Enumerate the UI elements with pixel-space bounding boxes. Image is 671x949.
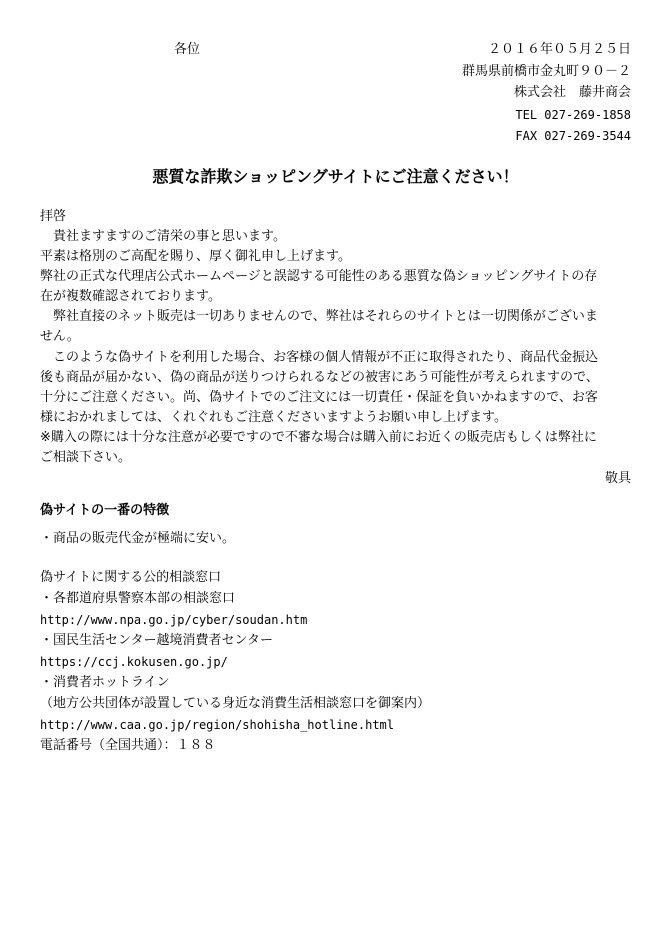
- body-line: せん。: [40, 329, 80, 344]
- police-label: ・各都道府県警察本部の相談窓口: [40, 591, 236, 606]
- page-title: 悪質な詐欺ショッピングサイトにご注意ください！: [152, 167, 519, 186]
- body-line: 貴社ますますのご清栄の事と思います。: [40, 229, 286, 244]
- body-line: 弊社の正式な代理店公式ホームページと誤認する可能性のある悪質な偽ショッピングサイトの存: [40, 269, 598, 284]
- sender-company: 株式会社 藤井商会: [513, 85, 631, 100]
- police-url: http://www.npa.go.jp/cyber/soudan.htm: [40, 613, 308, 627]
- body-line: 様におかれましては、くれぐれもご注意くださいますようお願い申し上げます。: [40, 410, 507, 425]
- phone-number: 電話番号（全国共通）：１８８: [40, 738, 216, 753]
- body-line: ※購入の際には十分な注意が必要ですので不審な場合は購入前にお近くの販売店もしくは弊社に: [40, 430, 597, 445]
- hotline-url: http://www.caa.go.jp/region/shohisha_hotline.html: [40, 718, 395, 732]
- sender-address: 群馬県前橋市金丸町９０－２: [461, 64, 631, 79]
- body-line: このような偽サイトを利用した場合、お客様の個人情報が不正に取得されたり、商品代金振込: [40, 350, 599, 365]
- body-line: 後も商品が届かない、偽の商品が送りつけられるなどの被害にあう可能性が考えられますので、: [40, 370, 599, 385]
- features-item: ・商品の販売代金が極端に安い。: [40, 531, 236, 546]
- sender-tel: TEL 027-269-1858: [515, 108, 631, 122]
- body-line: 十分にご注意ください。尚、偽サイトでのご注文には一切責任・保証を負いかねますので、お客: [40, 390, 598, 405]
- body-line: ご相談下さい。: [40, 450, 132, 465]
- hotline-label: ・消費者ホットライン: [40, 675, 170, 690]
- center-url: https://ccj.kokusen.go.jp/: [40, 655, 228, 669]
- document-date: ２０１６年０５月２５日: [487, 42, 631, 57]
- closing: 敬具: [604, 471, 631, 486]
- recipient: 各位: [174, 42, 201, 57]
- sender-fax: FAX 027-269-3544: [515, 129, 631, 143]
- salutation: 拝啓: [40, 209, 67, 224]
- body-line: 弊社直接のネット販売は一切ありませんので、弊社はそれらのサイトとは一切関係がございま: [40, 309, 598, 324]
- contacts-heading: 偽サイトに関する公的相談窓口: [40, 570, 222, 585]
- body-line: 在が複数確認されております。: [40, 289, 221, 304]
- center-label: ・国民生活センター越境消費者センター: [40, 633, 273, 648]
- hotline-note: （地方公共団体が設置している身近な消費生活相談窓口を御案内）: [40, 696, 431, 711]
- body-line: 平素は格別のご高配を賜り、厚く御礼申し上げます。: [40, 249, 351, 264]
- features-heading: 偽サイトの一番の特徴: [40, 503, 170, 518]
